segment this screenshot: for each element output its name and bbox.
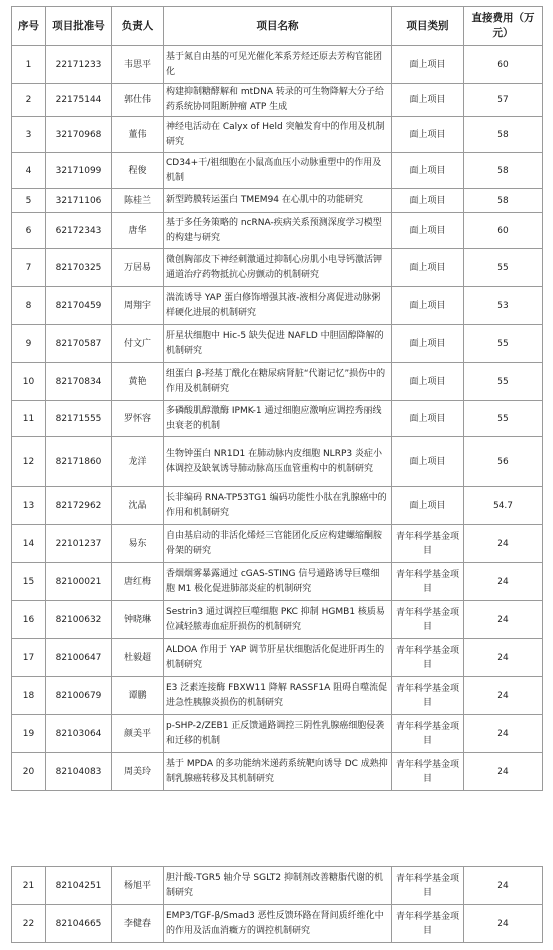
cell-person: 程俊: [112, 153, 164, 189]
cell-title: 基于 MPDA 的多功能纳米递药系统靶向诱导 DC 成熟抑制乳腺癌转移及其机制研究: [164, 753, 392, 791]
table-row: [12, 525, 543, 563]
cell-fee: 55: [464, 401, 543, 437]
header-title: 项目名称: [164, 7, 392, 46]
cell-person: 韦思平: [112, 46, 164, 84]
cell-fee: 56: [464, 437, 543, 487]
header-code: 项目批准号: [46, 7, 112, 46]
cell-fee: 24: [464, 867, 543, 905]
table-row: [12, 677, 543, 715]
cell-title: 神经电活动在 Calyx of Held 突触发育中的作用及机制研究: [164, 117, 392, 153]
cell-person: 付文广: [112, 325, 164, 363]
cell-category: 面上项目: [392, 249, 464, 287]
header-fee: 直接费用（万元）: [464, 7, 543, 46]
table-row: [12, 213, 543, 249]
table-row: [12, 639, 543, 677]
cell-no: 9: [12, 325, 46, 363]
cell-category: 青年科学基金项目: [392, 525, 464, 563]
cell-person: 郭仕伟: [112, 84, 164, 117]
cell-person: 谭鹏: [112, 677, 164, 715]
projects-table-continued: [11, 866, 543, 943]
cell-code: 62172343: [46, 213, 112, 249]
cell-category: 面上项目: [392, 437, 464, 487]
cell-fee: 55: [464, 249, 543, 287]
cell-no: 16: [12, 601, 46, 639]
cell-code: 32170968: [46, 117, 112, 153]
cell-fee: 24: [464, 715, 543, 753]
cell-person: 唐华: [112, 213, 164, 249]
cell-title: E3 泛素连接酶 FBXW11 降解 RASSF1A 阻碍自噬流促进急性胰腺炎损伤的机制研究: [164, 677, 392, 715]
cell-no: 11: [12, 401, 46, 437]
cell-person: 颜美平: [112, 715, 164, 753]
cell-title: 构建抑制糖酵解和 mtDNA 转录的可生物降解大分子给药系统协同阻断肿瘤 ATP 生成: [164, 84, 392, 117]
cell-person: 钟晓琳: [112, 601, 164, 639]
cell-fee: 24: [464, 563, 543, 601]
cell-category: 面上项目: [392, 84, 464, 117]
cell-title: EMP3/TGF-β/Smad3 恶性反馈环路在肾间质纤维化中的作用及活血消癥方的调控机制研究: [164, 905, 392, 943]
cell-category: 面上项目: [392, 46, 464, 84]
cell-category: 面上项目: [392, 401, 464, 437]
cell-category: 面上项目: [392, 325, 464, 363]
cell-no: 14: [12, 525, 46, 563]
cell-no: 5: [12, 189, 46, 213]
cell-code: 82170587: [46, 325, 112, 363]
cell-person: 龙洋: [112, 437, 164, 487]
cell-person: 周翔宇: [112, 287, 164, 325]
cell-title: 新型跨膜转运蛋白 TMEM94 在心肌中的功能研究: [164, 189, 392, 213]
cell-title: 长非编码 RNA-TP53TG1 编码功能性小肽在乳腺癌中的作用和机制研究: [164, 487, 392, 525]
cell-no: 21: [12, 867, 46, 905]
table-row: [12, 753, 543, 791]
cell-category: 青年科学基金项目: [392, 677, 464, 715]
cell-no: 19: [12, 715, 46, 753]
cell-fee: 53: [464, 287, 543, 325]
cell-title: 胆汁酸-TGR5 轴介导 SGLT2 抑制剂改善糖脂代谢的机制研究: [164, 867, 392, 905]
cell-fee: 55: [464, 363, 543, 401]
cell-category: 青年科学基金项目: [392, 905, 464, 943]
table-row: [12, 84, 543, 117]
cell-fee: 24: [464, 753, 543, 791]
cell-code: 82172962: [46, 487, 112, 525]
cell-category: 青年科学基金项目: [392, 601, 464, 639]
table-row: [12, 437, 543, 487]
cell-no: 8: [12, 287, 46, 325]
cell-title: ALDOA 作用于 YAP 调节肝星状细胞活化促进肝再生的机制研究: [164, 639, 392, 677]
cell-title: 微创胸部皮下神经刺激通过抑制心房肌小电导钙激活钾通道治疗药物抵抗心房颤动的机制研究: [164, 249, 392, 287]
table-row: [12, 325, 543, 363]
table-row: [12, 363, 543, 401]
cell-code: 82103064: [46, 715, 112, 753]
cell-title: 香烟烟雾暴露通过 cGAS-STING 信号通路诱导巨噬细胞 M1 极化促进肺部炎症的机制研究: [164, 563, 392, 601]
table-row: [12, 905, 543, 943]
table-row: [12, 189, 543, 213]
cell-no: 12: [12, 437, 46, 487]
cell-fee: 55: [464, 325, 543, 363]
cell-fee: 58: [464, 153, 543, 189]
cell-fee: 58: [464, 189, 543, 213]
cell-person: 沈晶: [112, 487, 164, 525]
cell-no: 20: [12, 753, 46, 791]
table-row: [12, 487, 543, 525]
cell-fee: 24: [464, 525, 543, 563]
cell-person: 杨旭平: [112, 867, 164, 905]
cell-category: 青年科学基金项目: [392, 715, 464, 753]
table-row: [12, 867, 543, 905]
cell-person: 万居易: [112, 249, 164, 287]
table-row: [12, 401, 543, 437]
cell-code: 82100021: [46, 563, 112, 601]
cell-fee: 58: [464, 117, 543, 153]
cell-no: 2: [12, 84, 46, 117]
cell-title: 组蛋白 β-羟基丁酰化在糖尿病肾脏“代谢记忆”损伤中的作用及机制研究: [164, 363, 392, 401]
cell-category: 面上项目: [392, 287, 464, 325]
table-row: [12, 117, 543, 153]
cell-person: 黄艳: [112, 363, 164, 401]
projects-table: [11, 6, 543, 791]
cell-category: 面上项目: [392, 363, 464, 401]
cell-no: 4: [12, 153, 46, 189]
cell-fee: 57: [464, 84, 543, 117]
cell-category: 面上项目: [392, 189, 464, 213]
cell-category: 青年科学基金项目: [392, 639, 464, 677]
cell-code: 82170325: [46, 249, 112, 287]
cell-person: 杜毅超: [112, 639, 164, 677]
cell-code: 82104251: [46, 867, 112, 905]
table-row: [12, 249, 543, 287]
cell-no: 15: [12, 563, 46, 601]
cell-code: 82100647: [46, 639, 112, 677]
cell-category: 面上项目: [392, 213, 464, 249]
cell-fee: 60: [464, 46, 543, 84]
table-row: [12, 153, 543, 189]
cell-code: 82171555: [46, 401, 112, 437]
cell-category: 青年科学基金项目: [392, 867, 464, 905]
cell-title: 多磷酸肌醇激酶 IPMK-1 通过细胞应激响应调控秀丽线虫衰老的机制: [164, 401, 392, 437]
cell-category: 面上项目: [392, 487, 464, 525]
cell-no: 10: [12, 363, 46, 401]
table-body: [12, 46, 543, 791]
cell-category: 青年科学基金项目: [392, 753, 464, 791]
cell-no: 6: [12, 213, 46, 249]
cell-category: 面上项目: [392, 153, 464, 189]
table-row: [12, 715, 543, 753]
cell-code: 22101237: [46, 525, 112, 563]
cell-title: p-SHP-2/ZEB1 正反馈通路调控三阴性乳腺癌细胞侵袭和迁移的机制: [164, 715, 392, 753]
cell-code: 32171099: [46, 153, 112, 189]
table-body-continued: [12, 867, 543, 943]
cell-fee: 24: [464, 601, 543, 639]
header-person: 负责人: [112, 7, 164, 46]
cell-title: CD34+干/祖细胞在小鼠高血压小动脉重塑中的作用及机制: [164, 153, 392, 189]
table-row: [12, 601, 543, 639]
cell-fee: 24: [464, 905, 543, 943]
cell-person: 唐红梅: [112, 563, 164, 601]
cell-category: 面上项目: [392, 117, 464, 153]
cell-title: 自由基启动的非活化烯烃三官能团化反应构建螺缩酮胺骨架的研究: [164, 525, 392, 563]
cell-person: 李健春: [112, 905, 164, 943]
cell-no: 1: [12, 46, 46, 84]
table-header-row: [12, 7, 543, 46]
cell-code: 82171860: [46, 437, 112, 487]
cell-fee: 24: [464, 639, 543, 677]
cell-title: 基于多任务策略的 ncRNA-疾病关系预测深度学习模型的构建与研究: [164, 213, 392, 249]
cell-person: 周美玲: [112, 753, 164, 791]
cell-title: 基于氮自由基的可见光催化苯系芳烃还原去芳构官能团化: [164, 46, 392, 84]
cell-code: 82170834: [46, 363, 112, 401]
cell-title: 肝星状细胞中 Hic-5 缺失促进 NAFLD 中胆固醇降解的机制研究: [164, 325, 392, 363]
cell-person: 易东: [112, 525, 164, 563]
cell-code: 82100679: [46, 677, 112, 715]
cell-code: 82100632: [46, 601, 112, 639]
cell-title: 生物钟蛋白 NR1D1 在肺动脉内皮细胞 NLRP3 炎症小体调控及缺氧诱导肺动脉高压血管重构中的机制研究: [164, 437, 392, 487]
cell-category: 青年科学基金项目: [392, 563, 464, 601]
cell-no: 18: [12, 677, 46, 715]
table-row: [12, 287, 543, 325]
cell-fee: 54.7: [464, 487, 543, 525]
cell-no: 22: [12, 905, 46, 943]
cell-title: Sestrin3 通过调控巨噬细胞 PKC 抑制 HGMB1 核质易位减轻脓毒血症肝损伤的机制研究: [164, 601, 392, 639]
table-row: [12, 46, 543, 84]
table-row: [12, 563, 543, 601]
cell-no: 3: [12, 117, 46, 153]
cell-fee: 24: [464, 677, 543, 715]
cell-code: 82104665: [46, 905, 112, 943]
cell-code: 22175144: [46, 84, 112, 117]
cell-fee: 60: [464, 213, 543, 249]
cell-person: 陈桂兰: [112, 189, 164, 213]
cell-no: 17: [12, 639, 46, 677]
cell-code: 82170459: [46, 287, 112, 325]
cell-code: 22171233: [46, 46, 112, 84]
header-no: 序号: [12, 7, 46, 46]
cell-person: 董伟: [112, 117, 164, 153]
cell-no: 7: [12, 249, 46, 287]
cell-code: 82104083: [46, 753, 112, 791]
cell-no: 13: [12, 487, 46, 525]
cell-person: 罗怀容: [112, 401, 164, 437]
cell-code: 32171106: [46, 189, 112, 213]
cell-title: 湍流诱导 YAP 蛋白修饰增强其液-液相分离促进动脉粥样硬化进展的机制研究: [164, 287, 392, 325]
header-category: 项目类别: [392, 7, 464, 46]
